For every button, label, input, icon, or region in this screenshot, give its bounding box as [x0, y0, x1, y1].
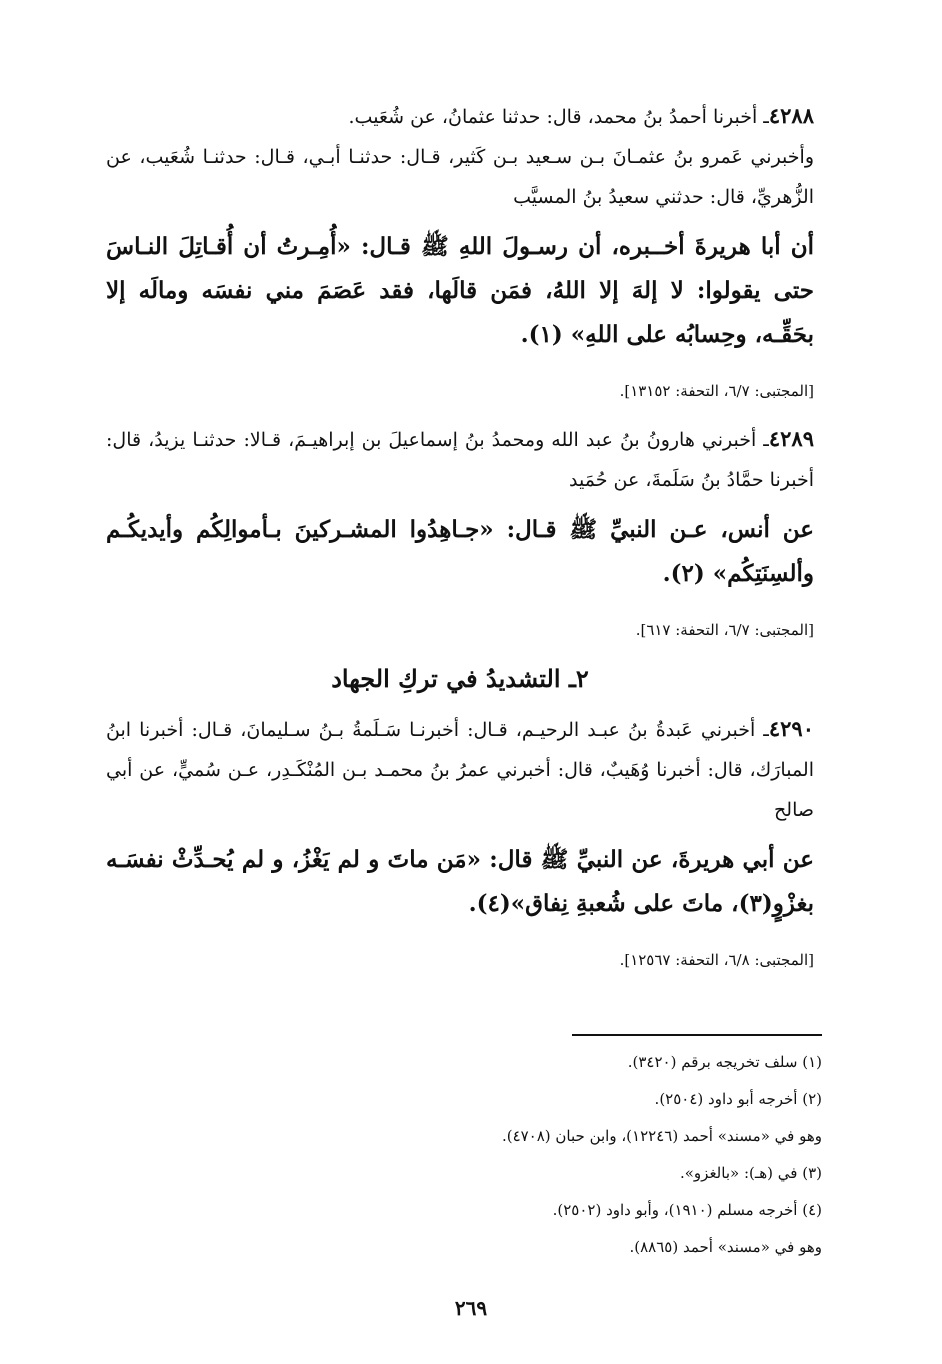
hadith-4290-matn: عن أبي هريرةَ، عن النبيِّ ﷺ قال: «مَن ماتَ و لم يَغْزُ، و لم يُحـدِّثْ نفسَـه بغزْوٍ(٣)، ماتَ على شُعبةِ نِفاق»(٤).: [106, 846, 814, 917]
hadith-number: ٤٢٩٠: [768, 716, 814, 741]
isnad-text: ـ أخبرني هارونُ بنُ عبد الله ومحمدُ بنُ إسماعيلَ بن إبراهيـمَ، قـالا: حدثنـا يزيدُ، قال: أخبرنا حمَّادُ بنُ سَلَمةَ، عن حُمَيد: [106, 429, 814, 491]
footnote-divider: [572, 1034, 822, 1036]
hadith-4288-chain: [106, 96, 814, 137]
hadith-4289-chain: [106, 419, 814, 500]
isnad-text: ـ أخبرنا أحمدُ بنُ محمد، قال: حدثنا عثمانُ، عن شُعَيب.: [348, 106, 769, 128]
main-text: [106, 96, 814, 988]
page-number: ٢٦٩: [454, 1296, 488, 1320]
hadith-4288-reference: [المجتبى: ٦/٧، التحفة: ١٣١٥٢].: [619, 382, 814, 400]
footnotes: [120, 1034, 822, 1266]
footnote-1: (١) سلف تخريجه برقم (٣٤٢٠).: [627, 1053, 822, 1071]
hadith-4289-matn: عن أنس، عـن النبيِّ ﷺ قـال: «جـاهِدُوا المشـركينَ بـأموالِكُم وأيديكُـم وألسِنَتِكُم» (٢).: [106, 516, 814, 587]
hadith-4288-matn: أن أبا هريرةَ أخــبره، أن رسـولَ اللهِ ﷺ قـال: «أُمِـرتُ أن أُقـاتِلَ النـاسَ حتى يقولوا: لا إلهَ إلا اللهُ، فمَن قالَها، فقد عَصَمَ مني نفسَه ومالَه إلا بحَقِّـه، وحِسابُه على اللهِ» (١).: [106, 233, 814, 348]
isnad-text: ـ أخبرني عَبدةُ بنُ عبـد الرحيـم، قـال: أخبرنـا سَـلَمةُ بـنُ سـليمانَ، قـال: أخبرنا ابنُ المبارَك، قال: أخبرنا وُهَيبٌ، قال: أخبرني عمرُ بنُ محمـد بـن المُنْكَـدِر، عـن سُميٍّ، عن أبي صالح: [106, 719, 814, 821]
footnote-3: (٣) في (هـ): «بالغزو».: [679, 1164, 822, 1182]
footnote-2-continuation: وهو في «مسند» أحمد (١٢٢٤٦)، وابن حبان (٤٧٠٨).: [501, 1127, 822, 1145]
hadith-4290-reference: [المجتبى: ٦/٨، التحفة: ١٢٥٦٧].: [619, 951, 814, 969]
hadith-4289-reference: [المجتبى: ٦/٧، التحفة: ٦١٧].: [635, 621, 814, 639]
section-heading: ٢ـ التشديدُ في تركِ الجهاد: [331, 664, 589, 693]
footnote-4: (٤) أخرجه مسلم (١٩١٠)، وأبو داود (٢٥٠٢).: [552, 1201, 822, 1219]
footnote-2: (٢) أخرجه أبو داود (٢٥٠٤).: [654, 1090, 822, 1108]
hadith-4290-chain: [106, 709, 814, 830]
hadith-number: ٤٢٨٩: [768, 426, 814, 451]
hadith-4288-chain-2: وأخبرني عَمرو بنُ عثمـانَ بـن سـعيد بـن كَثير، قـال: حدثنـا أبـي، قـال: حدثنـا شُعَيب، عن الزُّهريِّ، قال: حدثني سعيدُ بنُ المسيَّب: [106, 146, 814, 208]
footnote-4-continuation: وهو في «مسند» أحمد (٨٨٦٥).: [629, 1238, 822, 1256]
hadith-number: ٤٢٨٨: [768, 103, 814, 128]
